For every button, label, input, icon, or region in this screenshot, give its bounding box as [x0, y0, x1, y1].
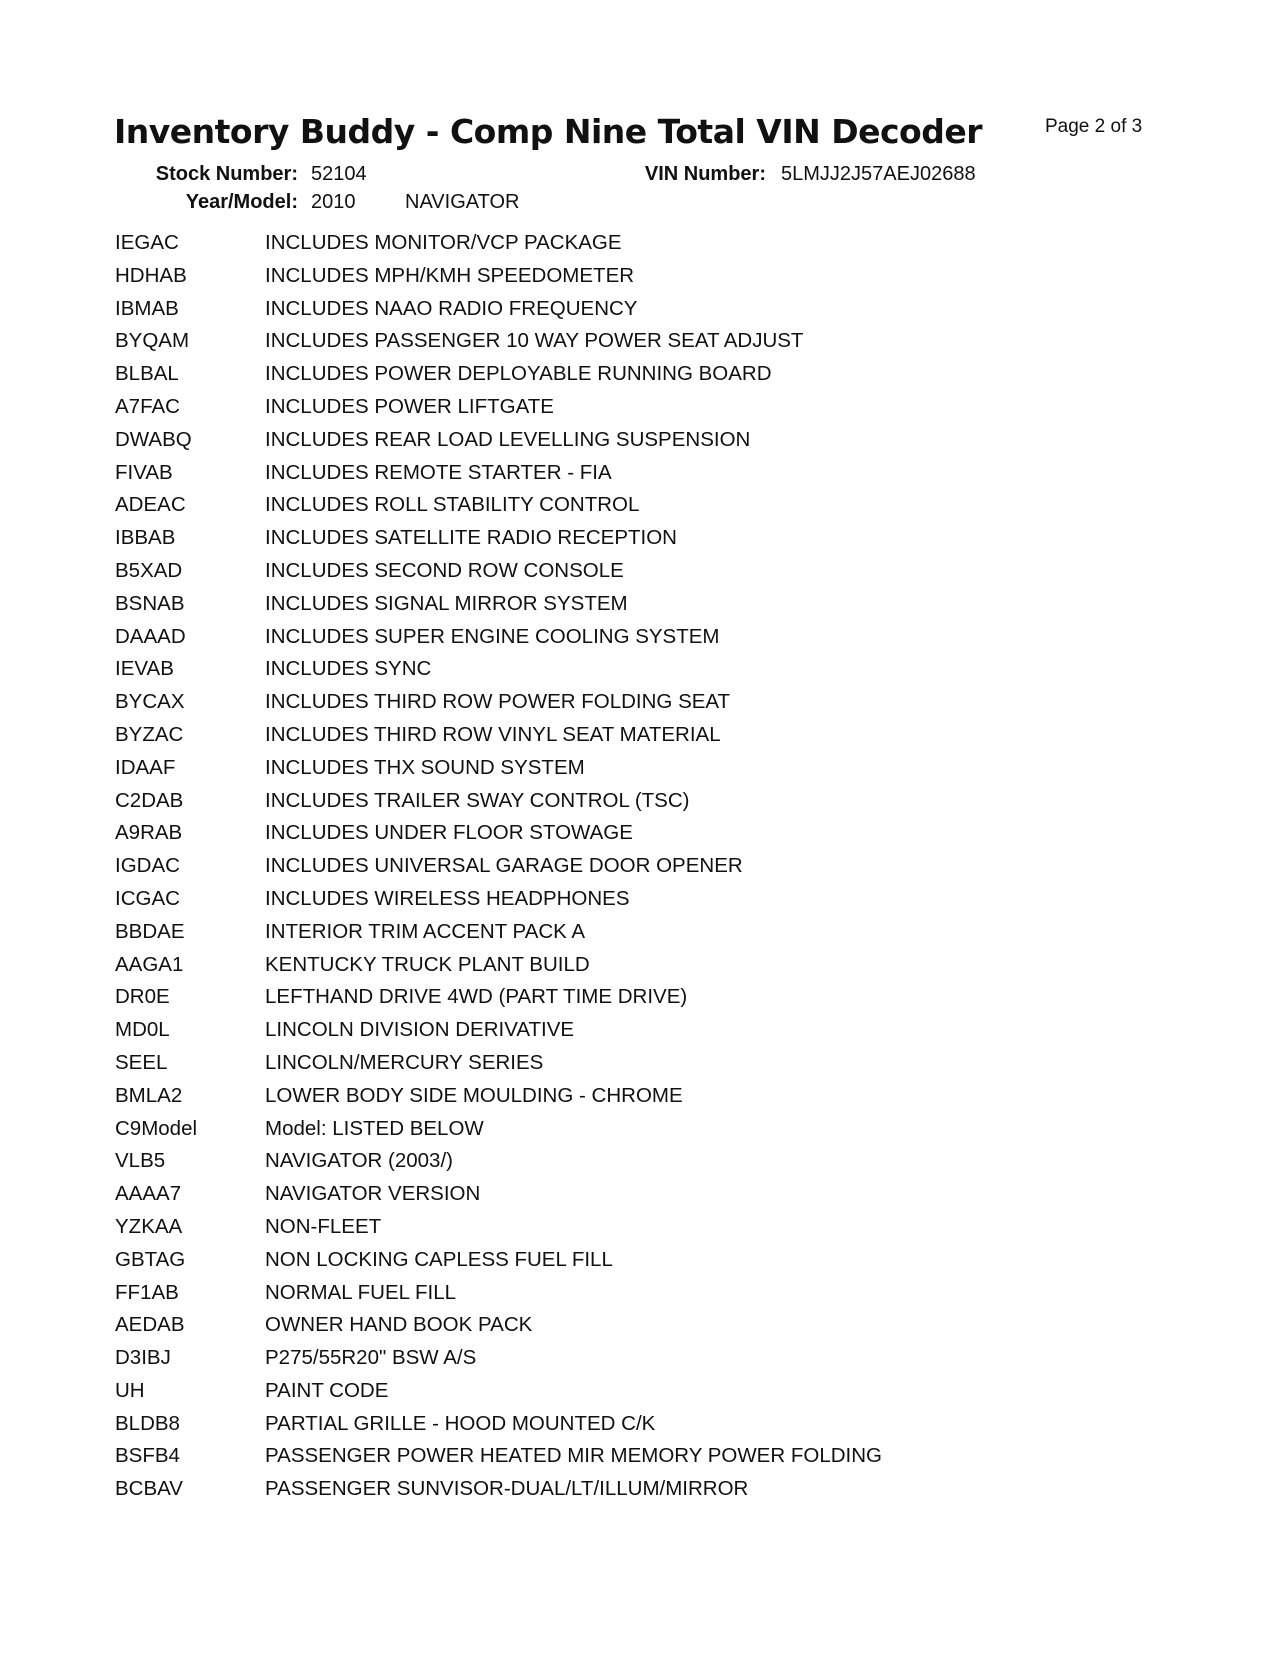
option-code: AAAA7	[115, 1182, 182, 1206]
option-row	[115, 588, 1165, 621]
option-code: HDHAB	[115, 263, 187, 287]
option-code: DWABQ	[115, 427, 192, 451]
option-row	[115, 1277, 1165, 1310]
option-description: INCLUDES THIRD ROW VINYL SEAT MATERIAL	[265, 722, 721, 746]
stock-number-label: Stock Number:	[155, 163, 298, 185]
option-code: BYCAX	[115, 690, 185, 714]
option-code: AAGA1	[115, 952, 184, 976]
option-description: INCLUDES WIRELESS HEADPHONES	[265, 886, 630, 910]
option-description: INCLUDES THIRD ROW POWER FOLDING SEAT	[265, 690, 731, 714]
option-description: INCLUDES SIGNAL MIRROR SYSTEM	[265, 591, 628, 615]
option-description: PASSENGER POWER HEATED MIR MEMORY POWER FOLDING	[265, 1444, 882, 1468]
option-code: BYZAC	[115, 722, 184, 746]
option-description: INCLUDES REAR LOAD LEVELLING SUSPENSION	[265, 427, 751, 451]
option-code: BMLA2	[115, 1083, 183, 1107]
option-row	[115, 653, 1165, 686]
option-description: INCLUDES THX SOUND SYSTEM	[265, 755, 585, 779]
option-description: INCLUDES POWER LIFTGATE	[265, 394, 554, 418]
option-row	[115, 981, 1165, 1014]
stock-number-value: 52104	[311, 163, 367, 185]
option-description: INCLUDES POWER DEPLOYABLE RUNNING BOARD	[265, 362, 772, 386]
option-row	[115, 883, 1165, 916]
option-code: DR0E	[115, 985, 170, 1009]
option-description: NORMAL FUEL FILL	[265, 1280, 456, 1304]
option-description: LOWER BODY SIDE MOULDING - CHROME	[265, 1083, 683, 1107]
option-description: P275/55R20" BSW A/S	[265, 1346, 477, 1370]
option-code: MD0L	[115, 1018, 170, 1042]
option-code: BSNAB	[115, 591, 185, 615]
option-code-list	[115, 227, 1165, 1506]
option-row	[115, 457, 1165, 490]
option-description: INCLUDES UNDER FLOOR STOWAGE	[265, 821, 633, 845]
option-description: INCLUDES UNIVERSAL GARAGE DOOR OPENER	[265, 854, 743, 878]
option-code: IBBAB	[115, 526, 176, 550]
option-code: BSFB4	[115, 1444, 180, 1468]
option-row	[115, 1342, 1165, 1375]
option-description: INCLUDES PASSENGER 10 WAY POWER SEAT ADJUST	[265, 329, 804, 353]
option-row	[115, 260, 1165, 293]
option-row	[115, 817, 1165, 850]
document-title: Inventory Buddy - Comp Nine Total VIN Decoder	[114, 112, 982, 151]
option-description: INCLUDES SYNC	[265, 657, 432, 681]
option-code: YZKAA	[115, 1214, 183, 1238]
option-description: INCLUDES SECOND ROW CONSOLE	[265, 558, 624, 582]
model-value: NAVIGATOR	[405, 191, 520, 213]
option-row	[115, 1113, 1165, 1146]
option-code: DAAAD	[115, 624, 186, 648]
option-row	[115, 522, 1165, 555]
option-row	[115, 1211, 1165, 1244]
option-code: IBMAB	[115, 296, 179, 320]
option-row	[115, 391, 1165, 424]
option-row	[115, 719, 1165, 752]
page-indicator: Page 2 of 3	[1045, 116, 1143, 137]
option-description: NAVIGATOR (2003/)	[265, 1149, 453, 1173]
option-description: LEFTHAND DRIVE 4WD (PART TIME DRIVE)	[265, 985, 688, 1009]
option-row	[115, 1408, 1165, 1441]
option-code: BBDAE	[115, 919, 185, 943]
option-description: Model: LISTED BELOW	[265, 1116, 484, 1140]
option-row	[115, 752, 1165, 785]
option-row	[115, 1440, 1165, 1473]
option-code: IEVAB	[115, 657, 174, 681]
year-model-label: Year/Model:	[185, 191, 298, 213]
option-row	[115, 1178, 1165, 1211]
option-description: INCLUDES MPH/KMH SPEEDOMETER	[265, 263, 635, 287]
option-code: UH	[115, 1378, 145, 1402]
option-row	[115, 686, 1165, 719]
option-row	[115, 949, 1165, 982]
option-row	[115, 489, 1165, 522]
option-code: C2DAB	[115, 788, 184, 812]
option-description: LINCOLN/MERCURY SERIES	[265, 1050, 544, 1074]
option-row	[115, 1244, 1165, 1277]
option-row	[115, 1473, 1165, 1506]
option-code: IEGAC	[115, 231, 179, 254]
option-description: INCLUDES REMOTE STARTER - FIA	[265, 460, 612, 484]
option-code: GBTAG	[115, 1247, 186, 1271]
option-description: INCLUDES NAAO RADIO FREQUENCY	[265, 296, 638, 320]
option-code: C9Model	[115, 1116, 198, 1140]
vin-number-value: 5LMJJ2J57AEJ02688	[781, 163, 976, 185]
option-description: INCLUDES MONITOR/VCP PACKAGE	[265, 231, 622, 254]
option-row	[115, 227, 1165, 260]
option-description: INCLUDES SUPER ENGINE COOLING SYSTEM	[265, 624, 720, 648]
option-row	[115, 621, 1165, 654]
option-description: INTERIOR TRIM ACCENT PACK A	[265, 919, 586, 943]
option-row	[115, 1145, 1165, 1178]
option-code: AEDAB	[115, 1313, 185, 1337]
option-description: PASSENGER SUNVISOR-DUAL/LT/ILLUM/MIRROR	[265, 1477, 749, 1501]
vin-number-label: VIN Number:	[644, 163, 766, 185]
option-code: IDAAF	[115, 755, 176, 779]
option-row	[115, 850, 1165, 883]
option-code: BYQAM	[115, 329, 190, 353]
option-row	[115, 1014, 1165, 1047]
option-code: D3IBJ	[115, 1346, 171, 1370]
option-description: PARTIAL GRILLE - HOOD MOUNTED C/K	[265, 1411, 656, 1435]
option-description: LINCOLN DIVISION DERIVATIVE	[265, 1018, 575, 1042]
option-row	[115, 424, 1165, 457]
year-value: 2010	[311, 191, 356, 213]
option-row	[115, 358, 1165, 391]
option-description: INCLUDES TRAILER SWAY CONTROL (TSC)	[265, 788, 690, 812]
option-code: ICGAC	[115, 886, 180, 910]
option-code: BLBAL	[115, 362, 179, 386]
option-code: ADEAC	[115, 493, 186, 517]
option-code: IGDAC	[115, 854, 180, 878]
option-code: A9RAB	[115, 821, 183, 845]
option-row	[115, 1309, 1165, 1342]
option-code: BCBAV	[115, 1477, 183, 1501]
option-row	[115, 325, 1165, 358]
option-code: SEEL	[115, 1050, 168, 1074]
option-description: NON LOCKING CAPLESS FUEL FILL	[265, 1247, 613, 1271]
option-row	[115, 785, 1165, 818]
option-code: BLDB8	[115, 1411, 180, 1435]
option-description: INCLUDES ROLL STABILITY CONTROL	[265, 493, 640, 517]
option-description: NAVIGATOR VERSION	[265, 1182, 481, 1206]
option-row	[115, 1080, 1165, 1113]
option-description: NON-FLEET	[265, 1214, 382, 1238]
option-code: FIVAB	[115, 460, 173, 484]
option-code: B5XAD	[115, 558, 183, 582]
option-code: VLB5	[115, 1149, 166, 1173]
option-row	[115, 555, 1165, 588]
option-description: PAINT CODE	[265, 1378, 389, 1402]
option-description: KENTUCKY TRUCK PLANT BUILD	[265, 952, 590, 976]
option-row	[115, 1375, 1165, 1408]
option-row	[115, 916, 1165, 949]
option-description: OWNER HAND BOOK PACK	[265, 1313, 533, 1337]
option-row	[115, 1047, 1165, 1080]
option-code: FF1AB	[115, 1280, 179, 1304]
option-row	[115, 293, 1165, 326]
option-description: INCLUDES SATELLITE RADIO RECEPTION	[265, 526, 677, 550]
option-code: A7FAC	[115, 394, 180, 418]
